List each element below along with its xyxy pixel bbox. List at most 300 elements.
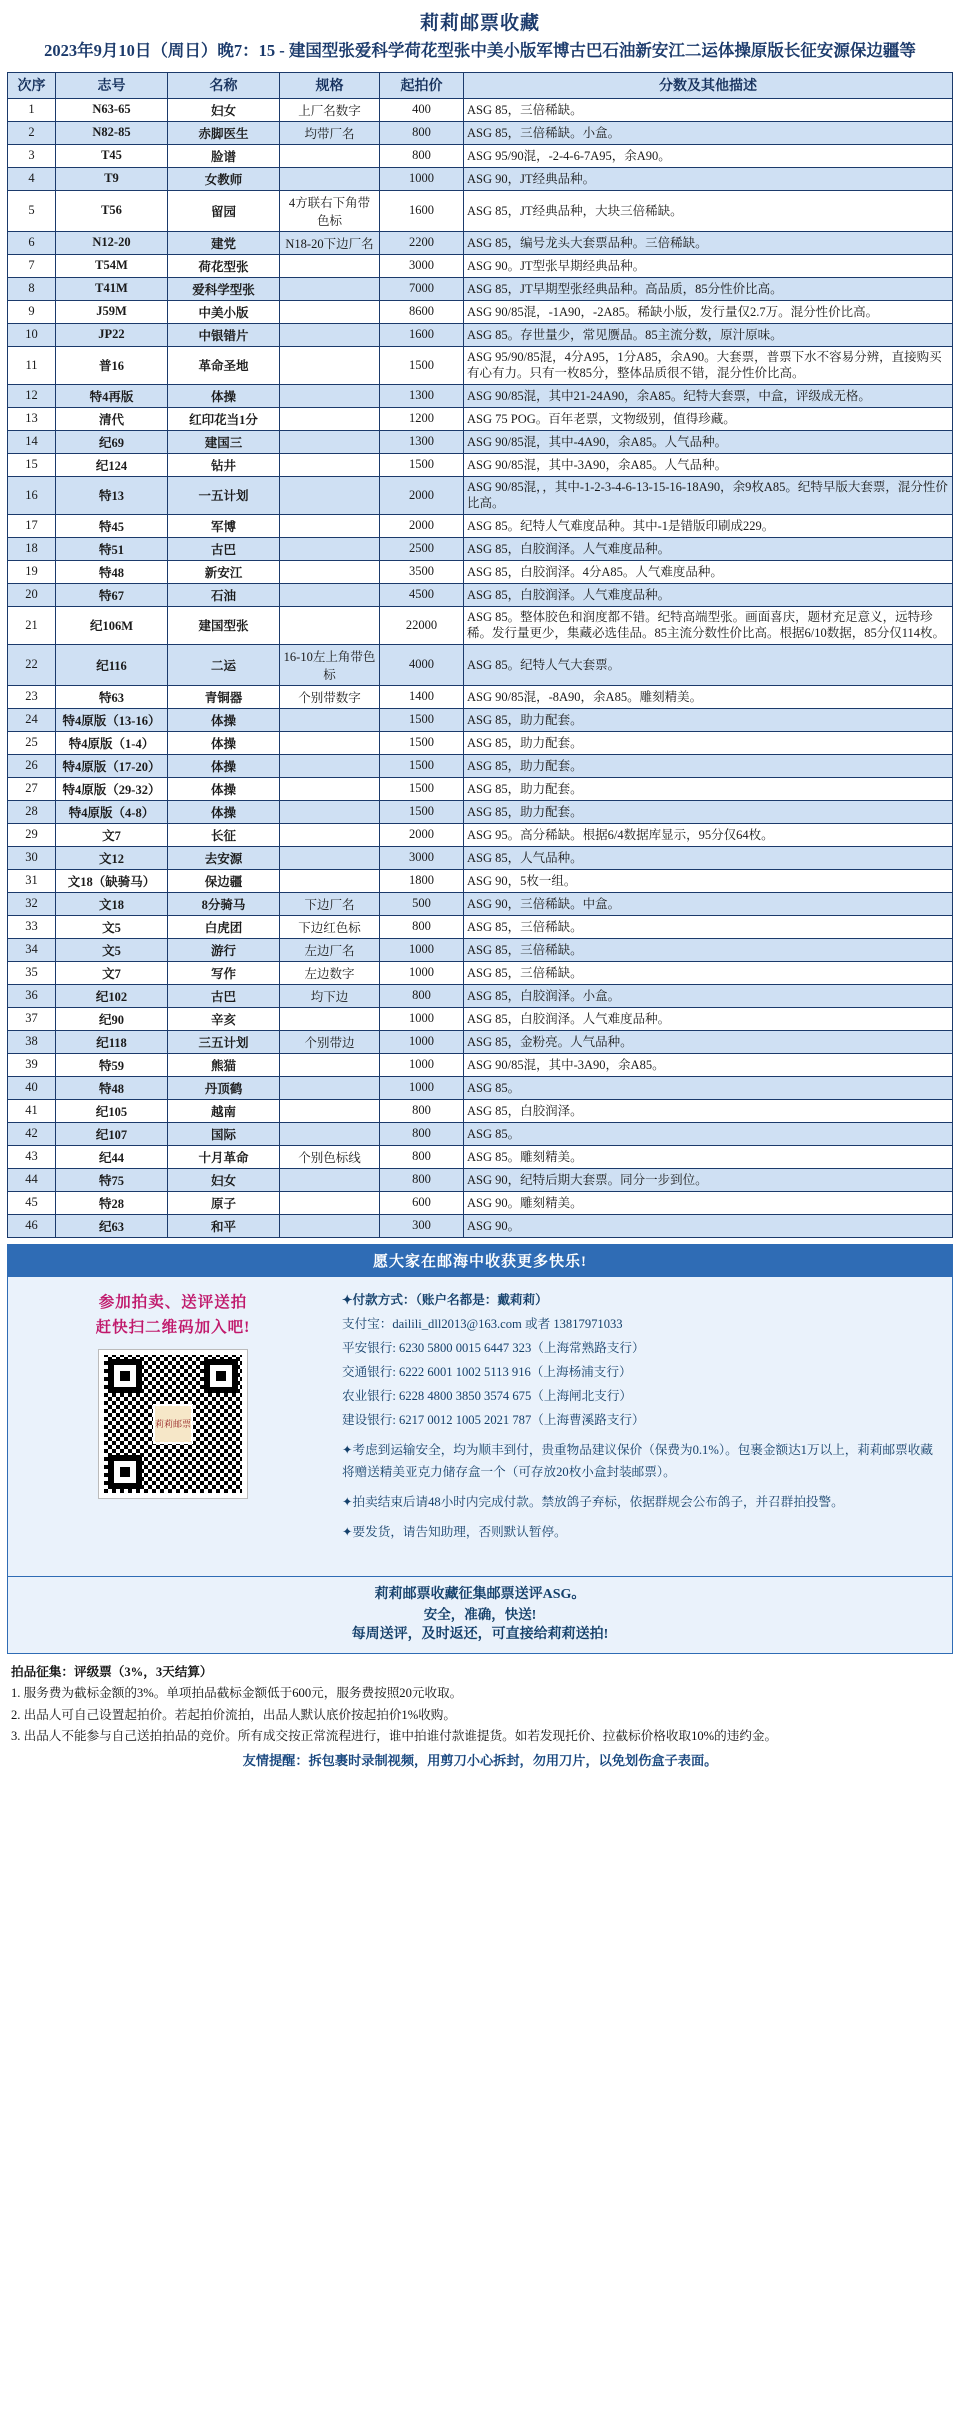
qr-code-icon[interactable] xyxy=(99,1350,247,1498)
cell-start-price: 400 xyxy=(380,98,464,121)
cell-spec: 下边红色标 xyxy=(280,915,380,938)
cell-code: 纪69 xyxy=(56,430,168,453)
table-row xyxy=(8,167,953,190)
cell-description: ASG 85。 xyxy=(464,1122,953,1145)
cell-index: 19 xyxy=(8,560,56,583)
cell-index: 8 xyxy=(8,277,56,300)
cell-description: ASG 90/85混，，其中-1-2-3-4-6-13-15-16-18A90，余9枚A85。纪特早版大套票，混分性价比高。 xyxy=(464,476,953,514)
cell-code: 文5 xyxy=(56,915,168,938)
cell-code: 特4原版（1-4） xyxy=(56,731,168,754)
cell-code: 清代 xyxy=(56,407,168,430)
cell-index: 4 xyxy=(8,167,56,190)
cell-index: 26 xyxy=(8,754,56,777)
cell-start-price: 4500 xyxy=(380,583,464,606)
cell-index: 12 xyxy=(8,384,56,407)
cell-index: 11 xyxy=(8,346,56,384)
col-name: 名称 xyxy=(168,72,280,98)
cell-name: 脸谱 xyxy=(168,144,280,167)
cell-index: 38 xyxy=(8,1030,56,1053)
cell-description: ASG 85。 xyxy=(464,1076,953,1099)
cell-code: 特51 xyxy=(56,537,168,560)
cell-description: ASG 85。存世量少，常见赝品。85主流分数，原汁原味。 xyxy=(464,323,953,346)
cell-name: 越南 xyxy=(168,1099,280,1122)
cell-code: 特59 xyxy=(56,1053,168,1076)
cell-start-price: 1400 xyxy=(380,685,464,708)
table-row xyxy=(8,453,953,476)
cell-index: 45 xyxy=(8,1191,56,1214)
cell-description: ASG 85，金粉亮。人气品种。 xyxy=(464,1030,953,1053)
table-row xyxy=(8,323,953,346)
payment-heading: ✦付款方式：（账户名都是：戴莉莉） xyxy=(342,1292,548,1307)
cell-code: 纪107 xyxy=(56,1122,168,1145)
cell-description: ASG 85，助力配套。 xyxy=(464,708,953,731)
cell-description: ASG 85，人气品种。 xyxy=(464,846,953,869)
cell-spec xyxy=(280,1214,380,1237)
cell-spec: 左边数字 xyxy=(280,961,380,984)
cell-name: 体操 xyxy=(168,800,280,823)
cell-index: 44 xyxy=(8,1168,56,1191)
cell-description: ASG 85，三倍稀缺。 xyxy=(464,938,953,961)
cell-name: 和平 xyxy=(168,1214,280,1237)
table-row xyxy=(8,1145,953,1168)
cell-description: ASG 90/85混，-1A90，-2A85。稀缺小版，发行量仅2.7万。混分性价比高。 xyxy=(464,300,953,323)
cell-description: ASG 85，白胶润泽。人气难度品种。 xyxy=(464,583,953,606)
table-row xyxy=(8,537,953,560)
cell-spec xyxy=(280,254,380,277)
cell-code: 纪105 xyxy=(56,1099,168,1122)
cell-code: 文12 xyxy=(56,846,168,869)
cell-index: 10 xyxy=(8,323,56,346)
cell-index: 3 xyxy=(8,144,56,167)
table-row xyxy=(8,430,953,453)
table-row xyxy=(8,476,953,514)
cell-description: ASG 95。高分稀缺。根据6/4数据库显示，95分仅64枚。 xyxy=(464,823,953,846)
invite-line-1: 参加拍卖、送评送拍 xyxy=(98,1293,248,1311)
cell-description: ASG 85，JT经典品种，大块三倍稀缺。 xyxy=(464,190,953,231)
cell-index: 17 xyxy=(8,514,56,537)
table-row xyxy=(8,277,953,300)
cell-index: 27 xyxy=(8,777,56,800)
cell-name: 8分骑马 xyxy=(168,892,280,915)
cell-code: 纪106M xyxy=(56,606,168,644)
cell-spec xyxy=(280,1168,380,1191)
cell-spec: 个别色标线 xyxy=(280,1145,380,1168)
cell-start-price: 800 xyxy=(380,915,464,938)
cell-name: 体操 xyxy=(168,708,280,731)
table-row xyxy=(8,407,953,430)
cell-name: 十月革命 xyxy=(168,1145,280,1168)
terms-item-2: 2. 出品人可自己设置起拍价。若起拍价流拍，出品人默认底价按起拍价1%收购。 xyxy=(11,1707,456,1722)
cell-code: 特4原版（13-16） xyxy=(56,708,168,731)
cell-name: 石油 xyxy=(168,583,280,606)
table-row xyxy=(8,231,953,254)
cell-start-price: 800 xyxy=(380,144,464,167)
qr-code-wrap xyxy=(99,1350,247,1498)
cell-spec xyxy=(280,407,380,430)
cell-index: 34 xyxy=(8,938,56,961)
cell-spec xyxy=(280,606,380,644)
cell-spec xyxy=(280,346,380,384)
cell-name: 留园 xyxy=(168,190,280,231)
table-row xyxy=(8,1191,953,1214)
cell-spec: 均带厂名 xyxy=(280,121,380,144)
cell-code: 纪116 xyxy=(56,644,168,685)
cell-description: ASG 85，三倍稀缺。 xyxy=(464,915,953,938)
cell-code: 纪102 xyxy=(56,984,168,1007)
cell-spec xyxy=(280,846,380,869)
cell-start-price: 1500 xyxy=(380,708,464,731)
qr-finder-top-right-icon xyxy=(204,1359,238,1393)
cell-start-price: 300 xyxy=(380,1214,464,1237)
cell-code: 特48 xyxy=(56,560,168,583)
cell-spec xyxy=(280,277,380,300)
cell-description: ASG 85，助力配套。 xyxy=(464,731,953,754)
cell-index: 43 xyxy=(8,1145,56,1168)
cell-spec xyxy=(280,537,380,560)
cell-start-price: 2000 xyxy=(380,823,464,846)
terms-item-3: 3. 出品人不能参与自己送拍拍品的竞价。所有成交按正常流程进行，谁中拍谁付款谁提货。如若发现托价、拉截标价格收取10%的违约金。 xyxy=(11,1728,778,1743)
cell-description: ASG 85，白胶润泽。4分A85。人气难度品种。 xyxy=(464,560,953,583)
cell-name: 新安江 xyxy=(168,560,280,583)
table-row xyxy=(8,869,953,892)
cell-index: 21 xyxy=(8,606,56,644)
cell-spec xyxy=(280,1099,380,1122)
cell-code: 文7 xyxy=(56,823,168,846)
cell-name: 钻井 xyxy=(168,453,280,476)
cell-code: 文7 xyxy=(56,961,168,984)
cell-code: 特4原版（29-32） xyxy=(56,777,168,800)
cell-start-price: 3000 xyxy=(380,846,464,869)
cell-start-price: 1300 xyxy=(380,430,464,453)
cell-index: 41 xyxy=(8,1099,56,1122)
invite-line-2: 赶快扫二维码加入吧! xyxy=(95,1318,251,1336)
cell-name: 荷花型张 xyxy=(168,254,280,277)
cell-name: 体操 xyxy=(168,754,280,777)
contact-panel xyxy=(7,1277,953,1577)
cell-spec xyxy=(280,731,380,754)
cell-description: ASG 90/85混，其中21-24A90，余A85。纪特大套票，中盒，评级成无格。 xyxy=(464,384,953,407)
cell-description: ASG 85，JT早期型张经典品种。高品质，85分性价比高。 xyxy=(464,277,953,300)
cell-name: 中银错片 xyxy=(168,323,280,346)
cell-index: 13 xyxy=(8,407,56,430)
col-index: 次序 xyxy=(8,72,56,98)
table-row xyxy=(8,1053,953,1076)
col-code: 志号 xyxy=(56,72,168,98)
table-row xyxy=(8,346,953,384)
shipping-note: ✦考虑到运输安全，均为顺丰到付，贵重物品建议保价（保费为0.1%）。包裹金额达1万以上，莉莉邮票收藏将赠送精美亚克力储存盒一个（可存放20枚小盒封装邮票）。 xyxy=(342,1442,933,1479)
table-row xyxy=(8,98,953,121)
table-row xyxy=(8,1007,953,1030)
cell-spec xyxy=(280,1007,380,1030)
table-row xyxy=(8,1168,953,1191)
cell-index: 14 xyxy=(8,430,56,453)
cell-spec: N18-20下边厂名 xyxy=(280,231,380,254)
stamp-lot-table xyxy=(7,72,953,1238)
table-row xyxy=(8,190,953,231)
cell-start-price: 1000 xyxy=(380,938,464,961)
cell-name: 中美小版 xyxy=(168,300,280,323)
payment-line-pingan: 平安银行: 6230 5800 0015 6447 323（上海常熟路支行） xyxy=(342,1340,645,1355)
qr-finder-bottom-left-icon xyxy=(108,1455,142,1489)
cell-index: 15 xyxy=(8,453,56,476)
table-row xyxy=(8,938,953,961)
payment-deadline-note: ✦拍卖结束后请48小时内完成付款。禁放鸽子弃标，依据群规会公布鸽子，并召群拍投警。 xyxy=(342,1495,844,1509)
cell-spec: 个别带数字 xyxy=(280,685,380,708)
cell-code: T9 xyxy=(56,167,168,190)
cell-index: 5 xyxy=(8,190,56,231)
cell-index: 2 xyxy=(8,121,56,144)
cell-description: ASG 90/85混，其中-4A90，余A85。人气品种。 xyxy=(464,430,953,453)
cell-start-price: 800 xyxy=(380,984,464,1007)
cell-code: N12-20 xyxy=(56,231,168,254)
cell-name: 原子 xyxy=(168,1191,280,1214)
cell-index: 33 xyxy=(8,915,56,938)
cell-name: 建国三 xyxy=(168,430,280,453)
cell-code: 特75 xyxy=(56,1168,168,1191)
cell-start-price: 1500 xyxy=(380,777,464,800)
cell-start-price: 4000 xyxy=(380,644,464,685)
cell-name: 古巴 xyxy=(168,984,280,1007)
cell-spec: 上厂名数字 xyxy=(280,98,380,121)
cell-name: 长征 xyxy=(168,823,280,846)
table-row xyxy=(8,731,953,754)
table-row xyxy=(8,961,953,984)
table-row xyxy=(8,144,953,167)
cell-code: 特45 xyxy=(56,514,168,537)
cell-index: 28 xyxy=(8,800,56,823)
cell-code: 特63 xyxy=(56,685,168,708)
cell-start-price: 8600 xyxy=(380,300,464,323)
cell-name: 妇女 xyxy=(168,98,280,121)
cell-index: 25 xyxy=(8,731,56,754)
cell-description: ASG 85，助力配套。 xyxy=(464,754,953,777)
table-body xyxy=(8,98,953,1237)
cell-start-price: 1500 xyxy=(380,800,464,823)
cell-description: ASG 85，白胶润泽。人气难度品种。 xyxy=(464,1007,953,1030)
terms-block xyxy=(7,1660,953,1747)
cell-name: 二运 xyxy=(168,644,280,685)
cell-code: 特67 xyxy=(56,583,168,606)
cell-start-price: 1200 xyxy=(380,407,464,430)
cell-description: ASG 85，三倍稀缺。 xyxy=(464,961,953,984)
cell-name: 去安源 xyxy=(168,846,280,869)
cell-index: 22 xyxy=(8,644,56,685)
cell-name: 三五计划 xyxy=(168,1030,280,1053)
cell-index: 18 xyxy=(8,537,56,560)
table-row xyxy=(8,300,953,323)
cell-index: 35 xyxy=(8,961,56,984)
cell-description: ASG 90/85混，-8A90，余A85。雕刻精美。 xyxy=(464,685,953,708)
cell-code: 特4原版（17-20） xyxy=(56,754,168,777)
cell-start-price: 1000 xyxy=(380,961,464,984)
cell-start-price: 600 xyxy=(380,1191,464,1214)
cell-start-price: 3500 xyxy=(380,560,464,583)
table-row xyxy=(8,514,953,537)
cell-start-price: 2000 xyxy=(380,476,464,514)
cell-spec xyxy=(280,1191,380,1214)
table-row xyxy=(8,984,953,1007)
payment-line-abc: 农业银行: 6228 4800 3850 3574 675（上海闸北支行） xyxy=(342,1388,633,1403)
cell-name: 革命圣地 xyxy=(168,346,280,384)
cell-start-price: 800 xyxy=(380,121,464,144)
cell-index: 40 xyxy=(8,1076,56,1099)
cell-spec xyxy=(280,583,380,606)
cell-spec: 4方联右下角带色标 xyxy=(280,190,380,231)
cell-index: 42 xyxy=(8,1122,56,1145)
terms-item-1: 1. 服务费为截标金额的3%。单项拍品截标金额低于600元，服务费按照20元收取。 xyxy=(11,1686,463,1701)
cell-index: 9 xyxy=(8,300,56,323)
cell-spec xyxy=(280,754,380,777)
cell-code: 特4原版（4-8） xyxy=(56,800,168,823)
cell-spec: 下边厂名 xyxy=(280,892,380,915)
cell-name: 女教师 xyxy=(168,167,280,190)
cell-index: 20 xyxy=(8,583,56,606)
cell-name: 辛亥 xyxy=(168,1007,280,1030)
cell-spec xyxy=(280,430,380,453)
cell-description: ASG 90/85混，其中-3A90，余A85。 xyxy=(464,1053,953,1076)
cell-index: 24 xyxy=(8,708,56,731)
cell-spec xyxy=(280,777,380,800)
cell-start-price: 7000 xyxy=(380,277,464,300)
terms-heading: 拍品征集：评级票（3%，3天结算） xyxy=(11,1664,213,1679)
cell-code: 文18（缺骑马） xyxy=(56,869,168,892)
table-row xyxy=(8,384,953,407)
cell-start-price: 1800 xyxy=(380,869,464,892)
cell-description: ASG 90。雕刻精美。 xyxy=(464,1191,953,1214)
cell-code: JP22 xyxy=(56,323,168,346)
cell-code: 纪118 xyxy=(56,1030,168,1053)
cell-name: 建党 xyxy=(168,231,280,254)
cell-name: 一五计划 xyxy=(168,476,280,514)
friendly-reminder: 友情提醒：拆包裹时录制视频，用剪刀小心拆封，勿用刀片，以免划伤盒子表面。 xyxy=(242,1753,718,1769)
cell-start-price: 500 xyxy=(380,892,464,915)
table-row xyxy=(8,915,953,938)
cell-index: 32 xyxy=(8,892,56,915)
cell-description: ASG 85。雕刻精美。 xyxy=(464,1145,953,1168)
cell-index: 1 xyxy=(8,98,56,121)
delivery-note: ✦要发货，请告知助理，否则默认暂停。 xyxy=(342,1525,567,1540)
grading-line-1: 莉莉邮票收藏征集邮票送评ASG。 xyxy=(374,1586,586,1602)
table-row xyxy=(8,708,953,731)
cell-code: T41M xyxy=(56,277,168,300)
cell-index: 31 xyxy=(8,869,56,892)
cell-start-price: 1500 xyxy=(380,754,464,777)
cell-code: T56 xyxy=(56,190,168,231)
cell-start-price: 800 xyxy=(380,1122,464,1145)
payment-line-alipay: 支付宝：dailili_dll2013@163.com 或者 13817971033 xyxy=(342,1316,623,1331)
cell-start-price: 1000 xyxy=(380,1030,464,1053)
cell-spec: 左边厂名 xyxy=(280,938,380,961)
cell-index: 29 xyxy=(8,823,56,846)
table-row xyxy=(8,560,953,583)
cell-code: J59M xyxy=(56,300,168,323)
cell-start-price: 1500 xyxy=(380,731,464,754)
table-row xyxy=(8,1099,953,1122)
cell-code: 特4再版 xyxy=(56,384,168,407)
cell-description: ASG 85，白胶润泽。 xyxy=(464,1099,953,1122)
cell-spec xyxy=(280,453,380,476)
cell-start-price: 2500 xyxy=(380,537,464,560)
col-start-price: 起拍价 xyxy=(380,72,464,98)
cell-code: N82-85 xyxy=(56,121,168,144)
cell-spec xyxy=(280,300,380,323)
cell-name: 古巴 xyxy=(168,537,280,560)
cell-start-price: 800 xyxy=(380,1168,464,1191)
cell-description: ASG 90。JT型张早期经典品种。 xyxy=(464,254,953,277)
cell-code: 特13 xyxy=(56,476,168,514)
cell-description: ASG 90，JT经典品种。 xyxy=(464,167,953,190)
cell-spec: 16-10左上角带色标 xyxy=(280,644,380,685)
cell-code: T54M xyxy=(56,254,168,277)
table-row xyxy=(8,644,953,685)
cell-start-price: 1600 xyxy=(380,323,464,346)
cell-code: 普16 xyxy=(56,346,168,384)
table-row xyxy=(8,800,953,823)
table-row xyxy=(8,121,953,144)
wish-banner: 愿大家在邮海中收获更多快乐! xyxy=(7,1244,953,1277)
cell-name: 建国型张 xyxy=(168,606,280,644)
grading-line-3: 每周送评，及时返还，可直接给莉莉送拍! xyxy=(351,1626,609,1642)
qr-center-logo: 莉莉邮票 xyxy=(153,1404,193,1444)
cell-index: 6 xyxy=(8,231,56,254)
cell-description: ASG 85。纪特人气难度品种。其中-1是错版印刷成229。 xyxy=(464,514,953,537)
cell-code: 纪90 xyxy=(56,1007,168,1030)
cell-description: ASG 95/90混，-2-4-6-7A95，余A90。 xyxy=(464,144,953,167)
cell-name: 游行 xyxy=(168,938,280,961)
cell-description: ASG 85。纪特人气大套票。 xyxy=(464,644,953,685)
table-row xyxy=(8,254,953,277)
cell-name: 白虎团 xyxy=(168,915,280,938)
cell-spec xyxy=(280,869,380,892)
cell-index: 23 xyxy=(8,685,56,708)
cell-spec: 个别带边 xyxy=(280,1030,380,1053)
cell-code: 文5 xyxy=(56,938,168,961)
cell-name: 保边疆 xyxy=(168,869,280,892)
cell-code: 纪63 xyxy=(56,1214,168,1237)
cell-name: 爱科学型张 xyxy=(168,277,280,300)
cell-name: 青铜器 xyxy=(168,685,280,708)
table-row xyxy=(8,754,953,777)
cell-description: ASG 90。 xyxy=(464,1214,953,1237)
cell-index: 7 xyxy=(8,254,56,277)
cell-description: ASG 90，三倍稀缺。中盒。 xyxy=(464,892,953,915)
cell-index: 36 xyxy=(8,984,56,1007)
cell-description: ASG 85，三倍稀缺。小盒。 xyxy=(464,121,953,144)
cell-description: ASG 85，助力配套。 xyxy=(464,777,953,800)
cell-spec xyxy=(280,560,380,583)
payment-line-bocom: 交通银行: 6222 6001 1002 5113 916（上海杨浦支行） xyxy=(342,1364,632,1379)
cell-description: ASG 95/90/85混，4分A95，1分A85，余A90。大套票，普票下水不容易分辨，直接购买有心有力。只有一枚85分，整体品质很不错，混分性价比高。 xyxy=(464,346,953,384)
cell-name: 国际 xyxy=(168,1122,280,1145)
cell-name: 赤脚医生 xyxy=(168,121,280,144)
cell-start-price: 1000 xyxy=(380,167,464,190)
cell-name: 妇女 xyxy=(168,1168,280,1191)
cell-spec xyxy=(280,384,380,407)
table-row xyxy=(8,846,953,869)
cell-spec xyxy=(280,1122,380,1145)
table-row xyxy=(8,892,953,915)
join-invite-block xyxy=(8,1277,338,1576)
cell-index: 39 xyxy=(8,1053,56,1076)
cell-start-price: 1500 xyxy=(380,453,464,476)
cell-start-price: 22000 xyxy=(380,606,464,644)
grading-line-2: 安全，准确，快送! xyxy=(423,1606,537,1622)
cell-description: ASG 90，5枚一组。 xyxy=(464,869,953,892)
cell-spec xyxy=(280,800,380,823)
table-row xyxy=(8,1214,953,1237)
table-header-row xyxy=(8,72,953,98)
cell-start-price: 1300 xyxy=(380,384,464,407)
